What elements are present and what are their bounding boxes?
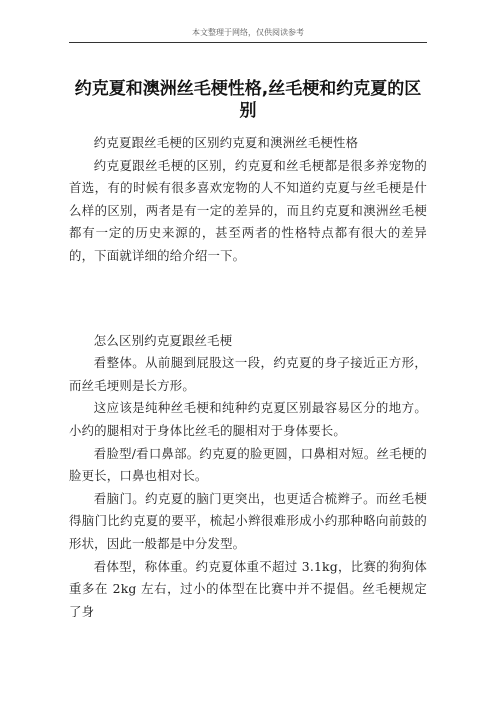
body-paragraph: 看脑门。约克夏的脑门更突出，也更适合梳辫子。而丝毛梗得脑门比约克夏的要平，梳起小辫很难形成小约那种略向前鼓的形状，因此一般都是中分发型。: [69, 490, 427, 551]
subtitle-paragraph: 约克夏跟丝毛梗的区别约克夏和澳洲丝毛梗性格: [93, 135, 359, 150]
section-heading: 怎么区别约克夏跟丝毛梗: [93, 332, 233, 348]
header-divider: [69, 42, 427, 43]
header-note: 本文整理于网络，仅供阅读参考: [192, 28, 304, 37]
body-paragraph: 看体型，称体重。约克夏体重不超过 3.1kg，比赛的狗狗体重多在 2kg 左右，过小的体型在比赛中并不提倡。丝毛梗规定了身: [69, 558, 427, 619]
body-paragraph: 看脸型/看口鼻部。约克夏的脸更圆，口鼻相对短。丝毛梗的脸更长，口鼻也相对长。: [69, 445, 427, 484]
intro-paragraph: 约克夏跟丝毛梗的区别，约克夏和丝毛梗都是很多养宠物的首选，有的时候有很多喜欢宠物的人不知道约克夏与丝毛梗是什么样的区别，两者是有一定的差异的，而且约克夏和澳洲丝毛梗都有一定的历史来源的，甚至两者的性格特点都有很大的差异的，下面就详细的给介绍一下。: [69, 157, 427, 263]
document-body: [69, 132, 427, 623]
document-title: 约克夏和澳洲丝毛梗性格,丝毛梗和约克夏的区别: [74, 79, 422, 121]
body-paragraph: 这应该是纯种丝毛梗和纯种约克夏区别最容易区分的地方。小约的腿相对于身体比丝毛的腿相对于身体要长。: [69, 400, 427, 438]
body-paragraph: 看整体。从前腿到屁股这一段，约克夏的身子接近正方形，而丝毛埂则是长方形。: [69, 355, 427, 393]
